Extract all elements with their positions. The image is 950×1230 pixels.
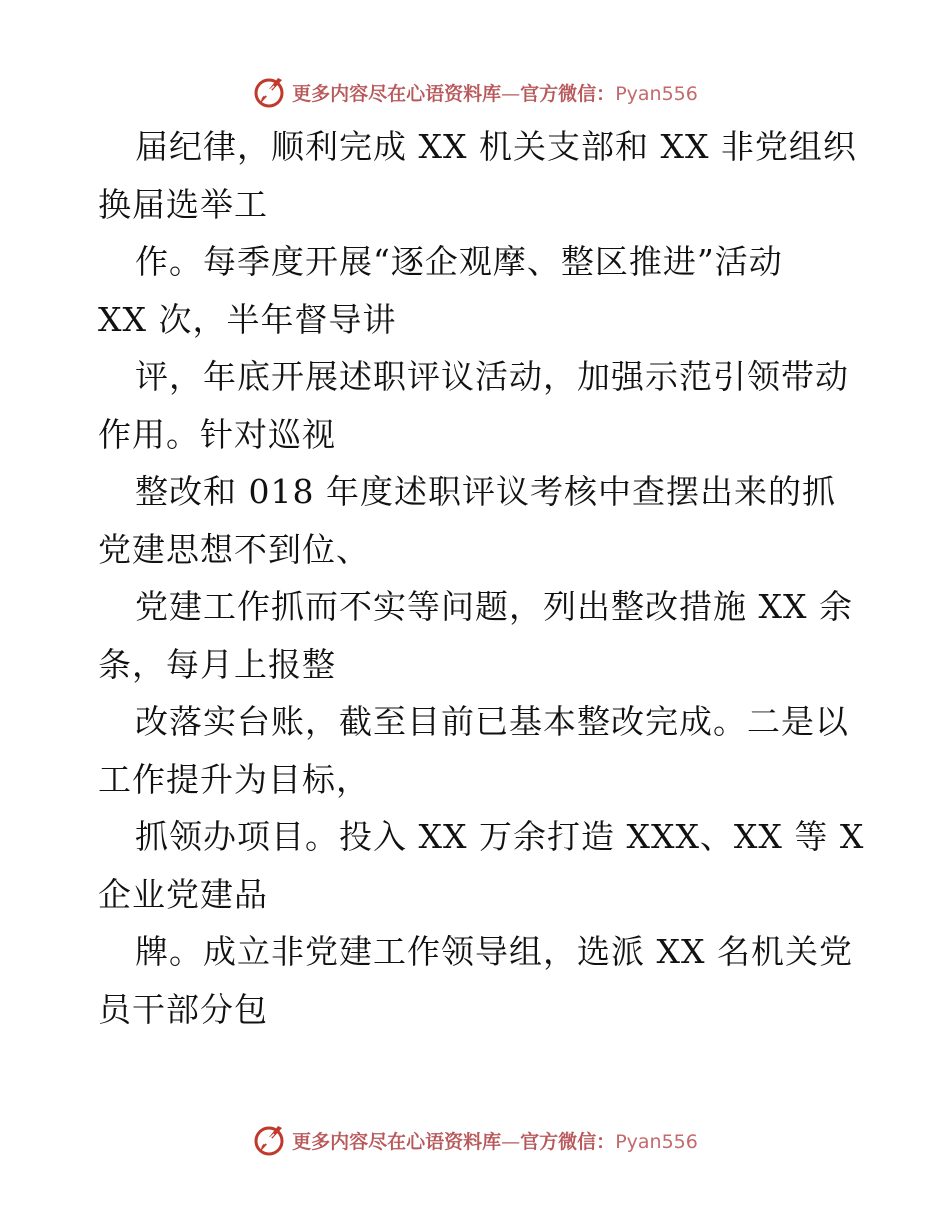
paragraph-line: 作用。针对巡视: [98, 414, 336, 454]
paragraph: [98, 463, 858, 578]
watermark-contact-label: 官方微信：: [520, 82, 616, 105]
paragraph-line: 党建思想不到位、: [98, 529, 370, 569]
watermark-text: [292, 1127, 698, 1154]
watermark-separator: —: [501, 1130, 521, 1153]
watermark-contact-id: Pyan556: [615, 1130, 698, 1153]
watermark-contact-id: Pyan556: [615, 82, 698, 105]
watermark-site-text: 更多内容尽在心语资料库: [292, 1130, 502, 1153]
header-watermark: [0, 72, 950, 112]
paragraph: [98, 578, 858, 693]
watermark-separator: —: [501, 82, 521, 105]
paragraph-line: 党建工作抓而不实等问题，列出整改措施 XX 余: [135, 587, 853, 626]
paragraph: [98, 233, 858, 348]
watermark-text: [292, 79, 698, 106]
paragraph-line: 条，每月上报整: [98, 644, 336, 684]
paragraph-line: 整改和 018 年度述职评议考核中查摆出来的抓: [135, 472, 836, 511]
paragraph: [98, 693, 858, 808]
watermark-site-text: 更多内容尽在心语资料库: [292, 82, 502, 105]
document-body: [98, 118, 865, 1038]
paragraph: [98, 808, 865, 923]
feather-logo-icon: [252, 1122, 288, 1158]
paragraph-line: 评，年底开展述职评议活动，加强示范引领带动: [135, 357, 849, 396]
paragraph: [98, 118, 858, 233]
paragraph-line: 抓领办项目。投入 XX 万余打造 XXX、XX 等 X: [135, 817, 865, 856]
paragraph-line: 改落实台账，截至目前已基本整改完成。二是以: [135, 702, 849, 741]
paragraph-line: 作。每季度开展“逐企观摩、整区推进”活动: [135, 242, 783, 281]
paragraph: [98, 923, 858, 1038]
footer-watermark: [0, 1120, 950, 1160]
watermark-contact-label: 官方微信：: [520, 1130, 616, 1153]
paragraph-line: XX 次，半年督导讲: [98, 299, 397, 339]
paragraph-line: 牌。成立非党建工作领导组，选派 XX 名机关党: [135, 932, 853, 971]
feather-logo-icon: [252, 74, 288, 110]
paragraph-line: 企业党建品: [98, 874, 268, 914]
paragraph-line: 员干部分包: [98, 989, 268, 1029]
paragraph-line: 换届选举工: [98, 184, 268, 224]
paragraph: [98, 348, 858, 463]
paragraph-line: 工作提升为目标，: [98, 759, 370, 799]
paragraph-line: 届纪律，顺利完成 XX 机关支部和 XX 非党组织: [135, 127, 857, 166]
